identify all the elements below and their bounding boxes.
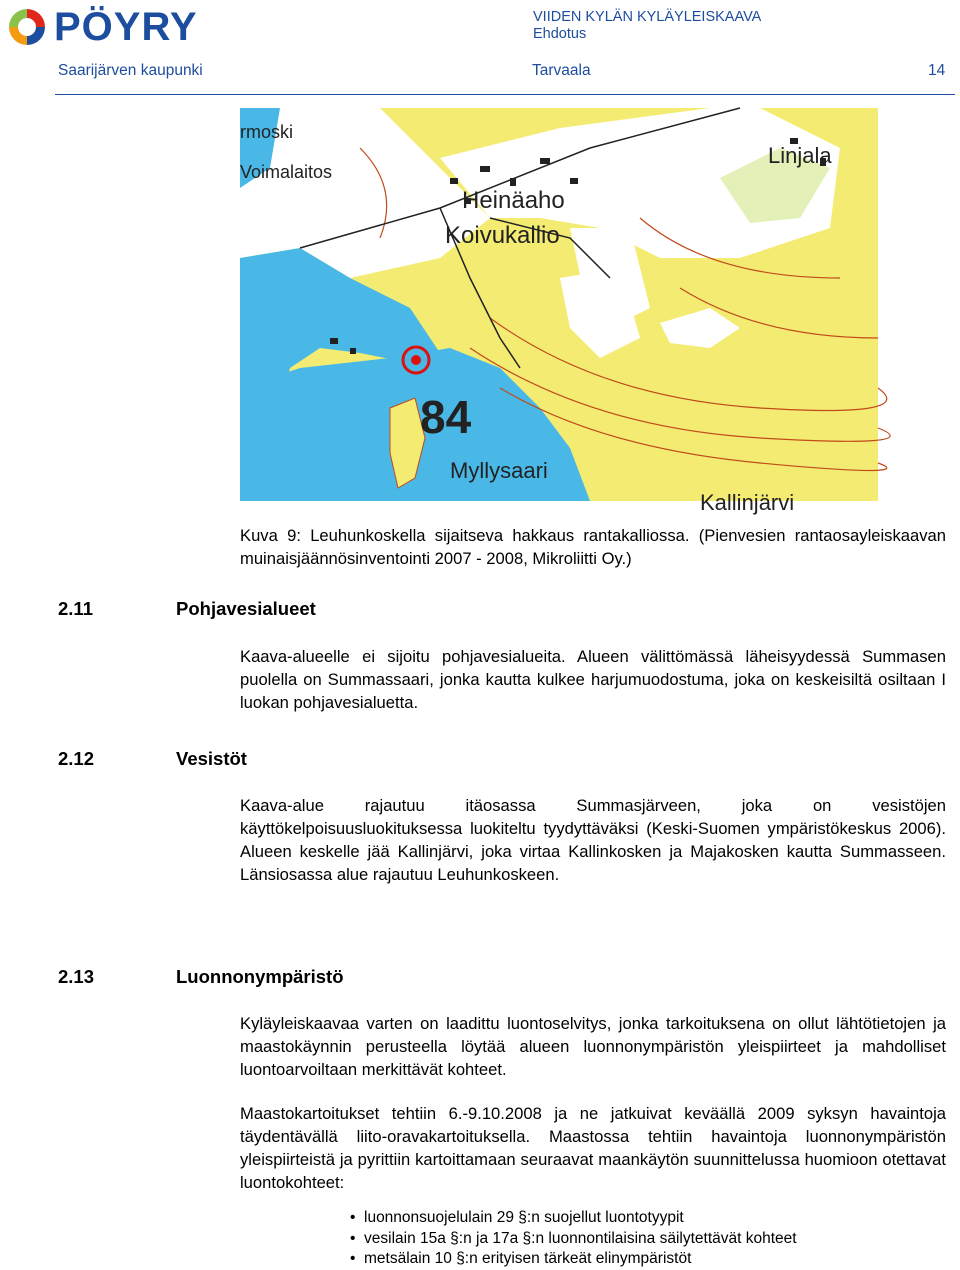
place-name: Tarvaala bbox=[532, 62, 591, 79]
poyry-logo-icon bbox=[6, 6, 48, 48]
list-item: • luonnonsuojelulain 29 §:n suojellut luontotyypit bbox=[350, 1208, 797, 1229]
section-number: 2.11 bbox=[58, 598, 93, 619]
municipality: Saarijärven kaupunki bbox=[58, 62, 203, 79]
section-heading bbox=[58, 748, 247, 770]
list-item: • metsälain 10 §:n erityisen tärkeät elinympäristöt bbox=[350, 1249, 797, 1270]
map-label-kallio-partial: Kallinjärvi bbox=[700, 490, 795, 515]
figure-caption: Kuva 9: Leuhunkoskella sijaitseva hakkaus rantakalliossa. (Pienvesien rantaosayleiskaavan muinaisjäännösinventointi 2007 - 2008, Mikroliitti Oy.) bbox=[240, 526, 946, 568]
map-label-linjala: Linjala bbox=[768, 143, 832, 168]
map-label-myllysaari: Myllysaari bbox=[450, 458, 548, 483]
bullet-list bbox=[350, 1208, 797, 1270]
map-label-heinaaho: Heinäaho bbox=[462, 187, 565, 214]
section-paragraph: Kaava-alueelle ei sijoitu pohjavesialueita. Alueen välittömässä läheisyydessä Summasen puolella on Summassaari, jonka kautta kulkee harjumuodostuma, joka on keskeisiltä osiltaan I luokan pohjavesialuetta. bbox=[240, 647, 946, 712]
map-figure bbox=[240, 108, 878, 515]
section-title: Luonnonympäristö bbox=[176, 966, 344, 987]
section-paragraph: Maastokartoitukset tehtiin 6.-9.10.2008 ja ne jatkuivat keväällä 2009 syksyn havaintoja täydentävällä liito-oravakartoituksella. Maastossa tehtiin havaintoja luonnonympäristön yleispiirteistä ja pyrittiin kartoittamaan seuraavat maankäytön suunnittelussa huomioon otettavat luontokohteet: bbox=[240, 1104, 946, 1192]
poyry-logo bbox=[6, 6, 198, 48]
header-rule bbox=[55, 94, 955, 95]
section-number: 2.13 bbox=[58, 966, 95, 987]
list-item: • vesilain 15a §:n ja 17a §:n luonnontilaisina säilytettävät kohteet bbox=[350, 1229, 797, 1250]
document-info bbox=[533, 9, 761, 43]
document-status: Ehdotus bbox=[533, 26, 587, 42]
page-number: 14 bbox=[928, 62, 946, 79]
document-title: VIIDEN KYLÄN KYLÄYLEISKAAVA bbox=[533, 9, 762, 25]
map-label-site-number: 84 bbox=[420, 391, 472, 443]
section-heading bbox=[58, 598, 316, 620]
section-heading bbox=[58, 966, 344, 988]
section-paragraph: Kaava-alue rajautuu itäosassa Summasjärveen, joka on vesistöjen käyttökelpoisuusluokituksessa luokiteltu tyydyttäväksi (Keski-Suomen ympäristökeskus 2006). Alueen keskelle jää Kallinjärvi, joka virtaa Kallinkosken ja Majakosken kautta Summasseen. Länsiosassa alue rajautuu Leuhunkoskeen. bbox=[240, 796, 946, 884]
site-marker-dot bbox=[411, 355, 421, 365]
map-label-voimalaitos: Voimalaitos bbox=[240, 162, 333, 182]
section-number: 2.12 bbox=[58, 748, 95, 769]
section-paragraph: Kyläyleiskaavaa varten on laadittu luontoselvitys, jonka tarkoituksena on ollut lähtötietojen ja maastokäynnin perusteella löytää alueen luonnonympäristön yleispiirteet ja mahdolliset luontoarvoiltaan merkittävät kohteet. bbox=[240, 1014, 946, 1079]
section-title: Pohjavesialueet bbox=[176, 598, 316, 619]
map-label-koivukallio: Koivukallio bbox=[445, 222, 560, 249]
map-label-koski: rmoski bbox=[240, 122, 293, 142]
brand-name: PÖYRY bbox=[54, 5, 198, 49]
section-title: Vesistöt bbox=[176, 748, 247, 769]
